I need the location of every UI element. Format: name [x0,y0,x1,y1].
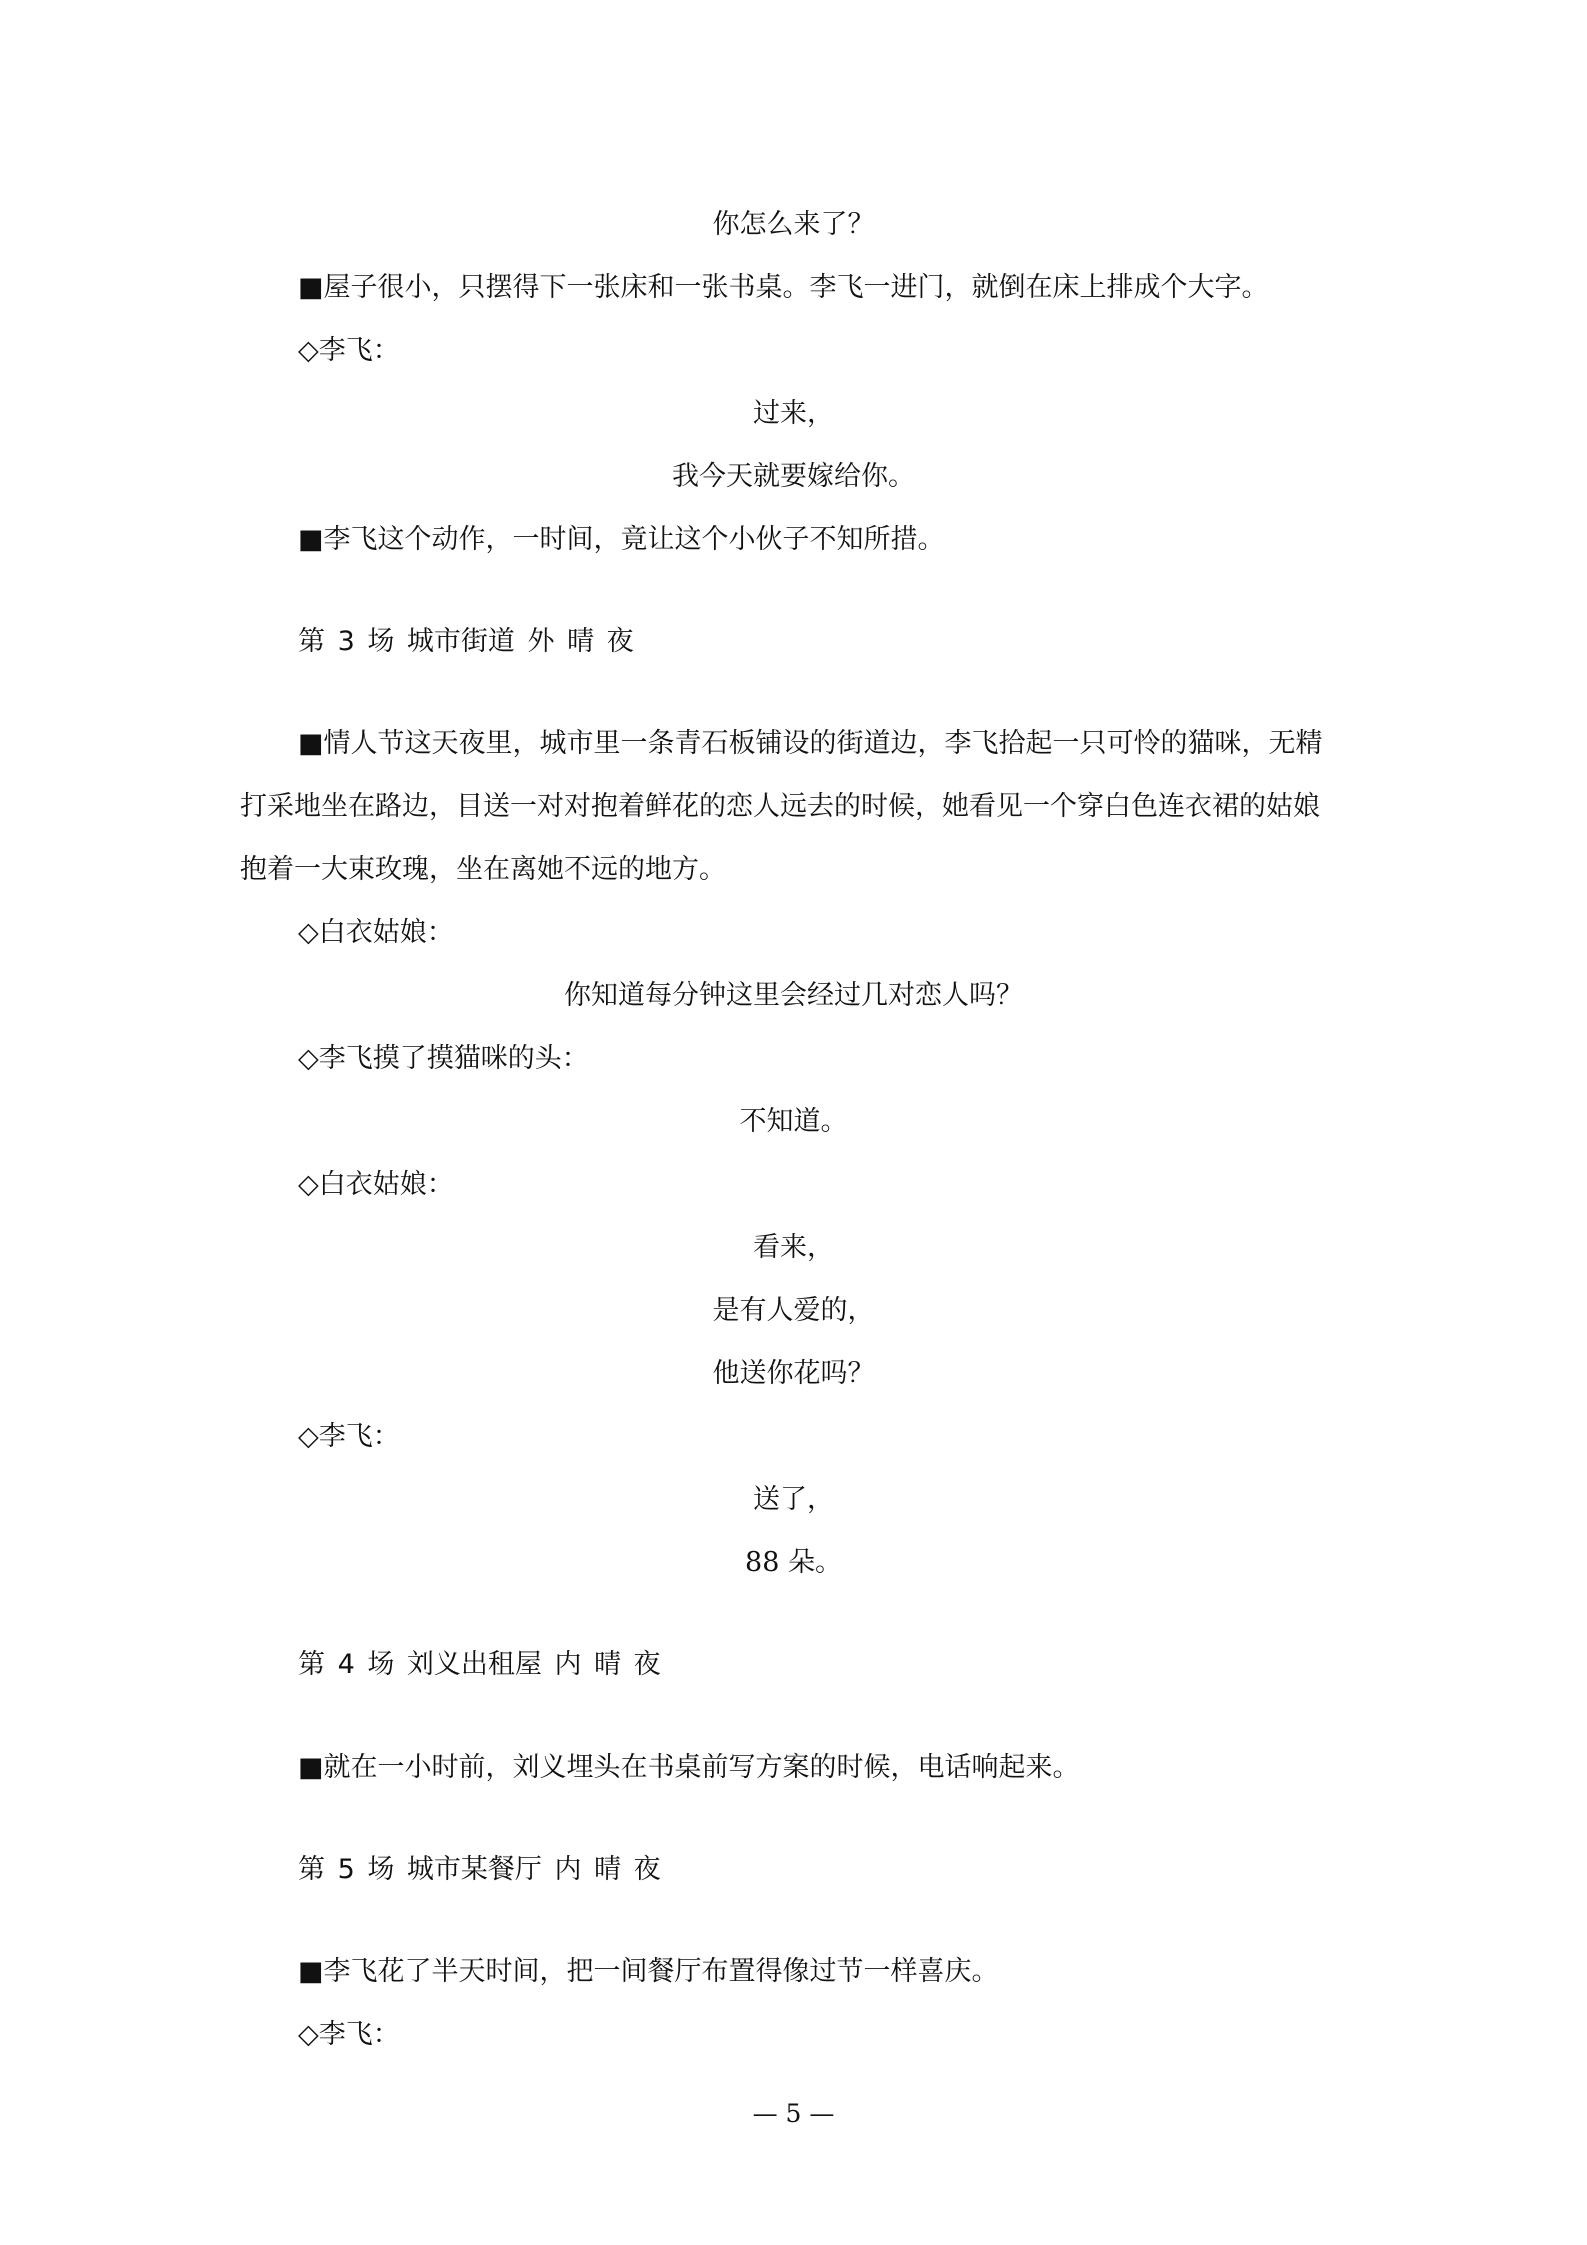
character-cue: ◇李飞摸了摸猫咪的头： [298,1043,589,1074]
scene-heading-3: 第 3 场 城市街道 外 晴 夜 [298,626,634,657]
dialogue-line: 88 朵。 [745,1547,842,1578]
dialogue-line: 是有人爱的， [712,1295,875,1326]
action-line: 抱着一大束玫瑰，坐在离她不远的地方。 [240,854,726,885]
dialogue-line: 我今天就要嫁给你。 [672,461,915,492]
character-cue: ◇李飞： [298,335,400,366]
character-cue: ◇李飞： [298,1421,400,1452]
scene-heading-5: 第 5 场 城市某餐厅 内 晴 夜 [298,1854,661,1885]
dialogue-line: 送了， [753,1484,834,1515]
action-line: ■就在一小时前，刘义埋头在书桌前写方案的时候，电话响起来。 [298,1752,1080,1783]
action-line: ■情人节这天夜里，城市里一条青石板铺设的街道边，李飞拾起一只可怜的猫咪，无精 [298,728,1323,759]
action-line: ■李飞这个动作，一时间，竟让这个小伙子不知所措。 [298,524,945,555]
dialogue-line: 你怎么来了？ [712,209,875,240]
character-cue: ◇白衣姑娘： [298,1169,454,1200]
page-number: — 5 — [752,2099,835,2128]
character-cue: ◇白衣姑娘： [298,917,454,948]
character-cue: ◇李飞： [298,2019,400,2050]
action-line: ■屋子很小，只摆得下一张床和一张书桌。李飞一进门，就倒在床上排成个大字。 [298,272,1269,303]
action-line: 打采地坐在路边，目送一对对抱着鲜花的恋人远去的时候，她看见一个穿白色连衣裙的姑娘 [240,791,1320,822]
dialogue-line: 他送你花吗？ [712,1358,875,1389]
dialogue-line: 看来， [753,1232,834,1263]
dialogue-line: 你知道每分钟这里会经过几对恋人吗？ [564,980,1023,1011]
action-line: ■李飞花了半天时间，把一间餐厅布置得像过节一样喜庆。 [298,1956,999,1987]
dialogue-line: 不知道。 [739,1106,848,1137]
scene-heading-4: 第 4 场 刘义出租屋 内 晴 夜 [298,1649,661,1680]
dialogue-line: 过来， [753,398,834,429]
